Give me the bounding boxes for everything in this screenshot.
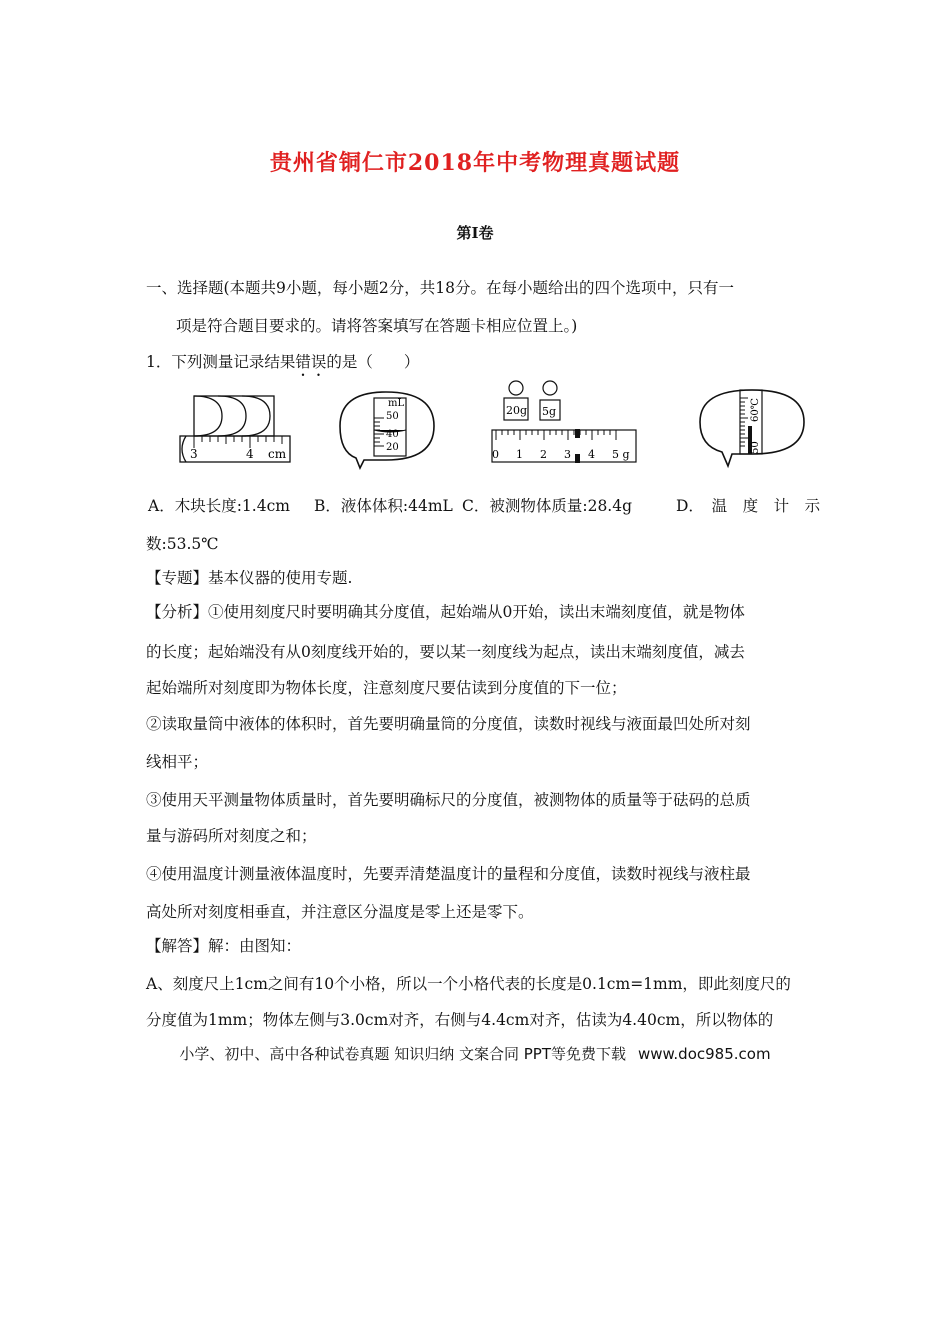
analysis-line: 量与游码所对刻度之和； bbox=[146, 827, 317, 845]
volume-heading: 第Ⅰ卷 bbox=[456, 224, 494, 242]
cylinder-label-20: 20 bbox=[386, 442, 399, 453]
thermometer-label-50: 50 bbox=[750, 441, 761, 454]
question-1-suffix: 的是（ ） bbox=[326, 353, 420, 371]
cylinder-figure bbox=[330, 386, 445, 471]
answer-line: 【解答】解：由图知： bbox=[146, 937, 302, 955]
analysis-line: 的长度；起始端没有从0刻度线开始的，要以某一刻度线为起点，读出末端刻度值，减去 bbox=[146, 643, 745, 661]
section-heading: 一、选择题(本题共9小题，每小题2分，共18分。在每小题给出的四个选项中，只有一 bbox=[146, 279, 734, 297]
analysis-line: 高处所对刻度相垂直，并注意区分温度是零上还是零下。 bbox=[146, 903, 534, 921]
balance-label-3: 3 bbox=[564, 448, 571, 461]
option-c: C．被测物体质量:28.4g bbox=[462, 497, 633, 515]
footer-url[interactable]: www.doc985.com bbox=[637, 1045, 771, 1063]
option-d: D． 温 度 计 示 bbox=[676, 497, 821, 515]
balance-label-1: 1 bbox=[516, 448, 523, 461]
analysis-line: 起始端所对刻度即为物体长度，注意刻度尺要估读到分度值的下一位； bbox=[146, 679, 627, 697]
ruler-label-cm: cm bbox=[268, 447, 287, 461]
footer-text: 小学、初中、高中各种试卷真题 知识归纳 文案合同 PPT等免费下载 bbox=[179, 1045, 626, 1063]
topic: 【专题】基本仪器的使用专题. bbox=[146, 569, 353, 587]
analysis-line: 【分析】①使用刻度尺时要明确其分度值，起始端从0开始，读出末端刻度值，就是物体 bbox=[146, 603, 745, 621]
thermometer-label-60: 60℃ bbox=[750, 398, 761, 422]
analysis-line: 线相平； bbox=[146, 753, 209, 771]
analysis-line: ④使用温度计测量液体温度时，先要弄清楚温度计的量程和分度值，读数时视线与液柱最 bbox=[146, 865, 751, 883]
balance-label-0: 0 bbox=[492, 448, 499, 461]
cylinder-label-40: 40 bbox=[386, 429, 399, 440]
balance-label-2: 2 bbox=[540, 448, 547, 461]
balance-label-4: 4 bbox=[588, 448, 595, 461]
question-1 bbox=[146, 350, 419, 380]
section-heading-cont: 项是符合题目要求的。请将答案填写在答题卡相应位置上。) bbox=[176, 317, 578, 335]
thermometer-figure bbox=[692, 382, 812, 470]
balance-label-5g: 5 g bbox=[612, 448, 630, 461]
analysis-line: ③使用天平测量物体质量时，首先要明确标尺的分度值，被测物体的质量等于砝码的总质 bbox=[146, 791, 751, 809]
weight-5g: 5g bbox=[542, 405, 557, 418]
option-a: A．木块长度:1.4cm bbox=[148, 497, 290, 515]
weight-20g: 20g bbox=[506, 404, 528, 417]
ruler-figure bbox=[170, 390, 300, 470]
cylinder-label-50: 50 bbox=[386, 411, 399, 422]
answer-line: 分度值为1mm；物体左侧与3.0cm对齐，右侧与4.4cm对齐，估读为4.40cm，所以物体的 bbox=[146, 1011, 774, 1029]
ruler-label-4: 4 bbox=[246, 447, 254, 461]
answer-line: A、刻度尺上1cm之间有10个小格，所以一个小格代表的长度是0.1cm=1mm，即此刻度尺的 bbox=[146, 975, 791, 993]
page-title: 贵州省铜仁市2018年中考物理真题试题 bbox=[269, 150, 681, 176]
footer bbox=[0, 1043, 950, 1064]
analysis-line: ②读取量筒中液体的体积时，首先要明确量筒的分度值，读数时视线与液面最凹处所对刻 bbox=[146, 715, 751, 733]
option-b: B．液体体积:44mL bbox=[314, 497, 453, 515]
option-d-cont: 数:53.5℃ bbox=[146, 535, 219, 553]
ruler-label-3: 3 bbox=[190, 447, 198, 461]
cylinder-unit: mL bbox=[388, 398, 405, 409]
balance-figure bbox=[486, 378, 641, 468]
question-1-emphasis: 错误 bbox=[295, 353, 327, 371]
question-1-prefix: 1．下列测量记录结果 bbox=[146, 353, 296, 371]
